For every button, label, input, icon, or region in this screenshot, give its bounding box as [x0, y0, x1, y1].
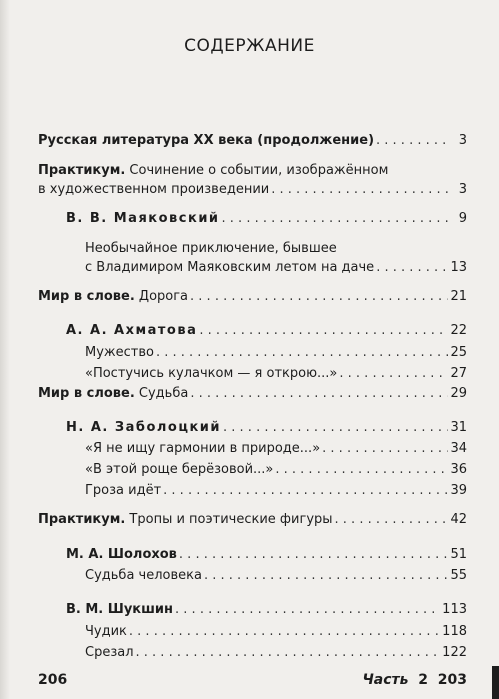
toc-entry-groza-idet[interactable] [85, 481, 467, 500]
toc-page-number: 31 [450, 420, 467, 435]
toc-entry-mir-v-slove-sudba[interactable] [38, 384, 467, 403]
toc-entry-text: Тропы и поэтические фигуры [125, 512, 333, 527]
toc-entry-text: Необычайное приключение, бывшее [85, 241, 337, 256]
toc-entry-label: В. М. Шукшин [66, 602, 174, 617]
toc-entry-sudba-cheloveka[interactable] [85, 566, 467, 585]
toc-page-number: 25 [450, 345, 467, 360]
toc-entry-label: Мир в слове. [38, 289, 135, 304]
toc-entry-akhmatova[interactable] [66, 321, 467, 340]
toc-page-number: 13 [450, 260, 467, 275]
leader-dots [190, 384, 448, 403]
page-edge-marker [492, 666, 499, 699]
toc-entry-text-line2: с Владимиром Маяковским летом на даче [85, 260, 375, 275]
toc-entry-text: Чудик [85, 624, 127, 639]
leader-dots [275, 460, 448, 479]
toc-entry-zabolotsky[interactable] [66, 418, 467, 437]
toc-page-number: 29 [450, 386, 467, 401]
toc-entry-praktikum-sochinenie[interactable] [38, 161, 467, 199]
toc-entry-mir-v-slove-doroga[interactable] [38, 287, 467, 306]
toc-page-number: 22 [450, 323, 467, 338]
leader-dots [136, 643, 441, 662]
toc-entry-text: Гроза идёт [85, 483, 162, 498]
toc-entry-mayakovsky[interactable] [66, 209, 467, 228]
leader-dots [322, 439, 448, 458]
toc-entry-sholokhov[interactable] [66, 545, 467, 564]
toc-entry-postuchis-kulachkom[interactable] [85, 364, 467, 383]
toc-entry-label: В. В. Маяковский [66, 211, 220, 226]
toc-page-number: 3 [458, 182, 467, 197]
toc-page-number: 51 [450, 547, 467, 562]
toc-entry-label: Практикум. [38, 512, 126, 527]
toc-page-number: 113 [442, 602, 467, 617]
toc-page-number: 27 [450, 366, 467, 381]
toc-page-number: 9 [458, 211, 467, 226]
leader-dots [156, 343, 448, 362]
leader-dots [163, 481, 448, 500]
toc-entry-label: Практикум. [38, 163, 126, 178]
toc-entry-text: Судьба [134, 386, 189, 401]
toc-entry-text: Сочинение о событии, изображённом [125, 163, 389, 178]
leader-dots [271, 180, 451, 199]
toc-page-number: 42 [450, 512, 467, 527]
toc-page-number: 39 [450, 483, 467, 498]
toc-entry-v-etoy-roshche[interactable] [85, 460, 467, 479]
toc-page-number: 122 [442, 645, 467, 660]
leader-dots [199, 321, 448, 340]
leader-dots [376, 258, 448, 277]
toc-entry-label: Н. А. Заболоцкий [66, 420, 222, 435]
toc-entry-text: Судьба человека [85, 568, 202, 583]
leader-dots [339, 364, 448, 383]
footer-part-label: Часть [362, 672, 409, 688]
leader-dots [335, 510, 449, 529]
leader-dots [222, 209, 451, 228]
toc-page-number: 3 [458, 133, 467, 148]
toc-entry-label: М. А. Шолохов [66, 547, 177, 562]
page-title: СОДЕРЖАНИЕ [184, 36, 315, 56]
footer-part-number: 2 [418, 672, 429, 688]
leader-dots [190, 287, 448, 306]
footer-part-page: 203 [437, 672, 467, 688]
toc-page-number: 118 [442, 624, 467, 639]
leader-dots [376, 131, 451, 150]
toc-entry-text: Дорога [134, 289, 189, 304]
toc-entry-muzhestvo[interactable] [85, 343, 467, 362]
toc-entry-label: А. А. Ахматова [66, 323, 198, 338]
toc-entry-text: «В этой роще берёзовой...» [85, 462, 274, 477]
toc-entry-label: Русская литература XX века (продолжение) [38, 133, 375, 148]
toc-page-number: 34 [450, 441, 467, 456]
toc-entry-text: Срезал [85, 645, 134, 660]
toc-entry-label: Мир в слове. [38, 386, 135, 401]
toc-entry-srezal[interactable] [85, 643, 467, 662]
leader-dots [204, 566, 448, 585]
toc-entry-text: «Постучись кулачком — я открою...» [85, 366, 338, 381]
toc-entry-russian-literature[interactable] [38, 131, 467, 150]
footer-page-number: 206 [38, 672, 68, 688]
toc-entry-text: Мужество [85, 345, 154, 360]
toc-entry-text: «Я не ищу гармонии в природе...» [85, 441, 321, 456]
toc-entry-praktikum-tropy[interactable] [38, 510, 467, 529]
toc-entry-ya-ne-ishchu-garmonii[interactable] [85, 439, 467, 458]
toc-page-number: 21 [450, 289, 467, 304]
footer-part-info [362, 672, 467, 688]
leader-dots [223, 418, 448, 437]
toc-entry-text-line2: в художественном произведении [38, 182, 270, 197]
leader-dots [179, 545, 449, 564]
toc-page-number: 55 [450, 568, 467, 583]
toc-entry-chudik[interactable] [85, 622, 467, 641]
toc-entry-neobychainoe-priklyuchenie[interactable] [85, 239, 467, 277]
leader-dots [175, 600, 440, 619]
toc-entry-shukshin[interactable] [66, 600, 467, 619]
toc-page-number: 36 [450, 462, 467, 477]
leader-dots [129, 622, 440, 641]
